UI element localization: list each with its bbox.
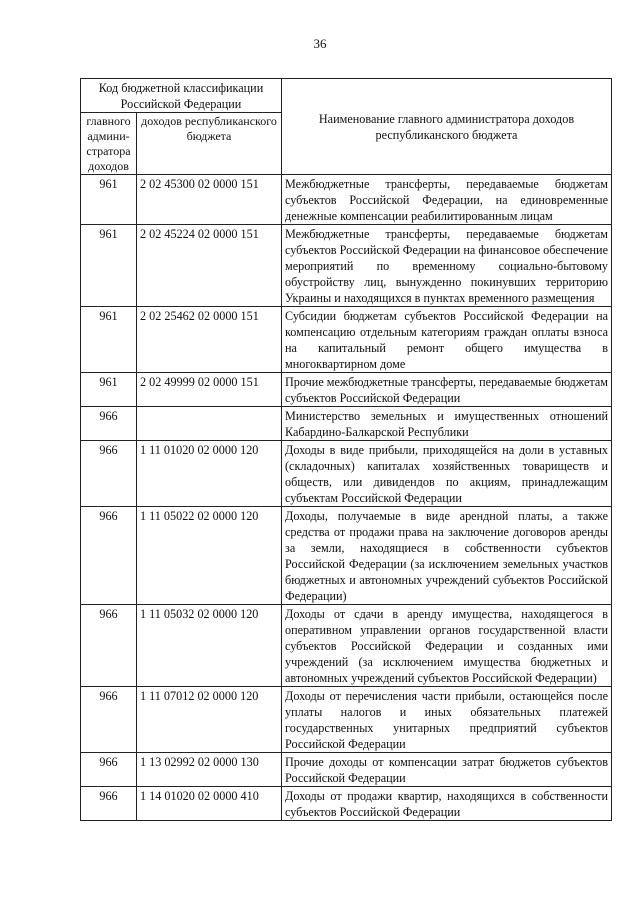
revenue-name: Доходы от перечисления части прибыли, остающейся после уплаты налогов и иных обязательных платежей государственных унитарных предприятий субъектов Российской Федерации	[282, 687, 612, 753]
administrator-code: 961	[81, 373, 137, 407]
revenue-code: 2 02 49999 02 0000 151	[137, 373, 282, 407]
table-row	[81, 605, 612, 687]
revenue-code: 2 02 45224 02 0000 151	[137, 225, 282, 307]
revenue-name: Прочие доходы от компенсации затрат бюджетов субъектов Российской Федерации	[282, 753, 612, 787]
table-row	[81, 753, 612, 787]
table-row	[81, 687, 612, 753]
revenue-code: 1 14 01020 02 0000 410	[137, 787, 282, 821]
administrator-code: 966	[81, 507, 137, 605]
table-header-row	[81, 79, 612, 113]
revenue-code: 1 11 05022 02 0000 120	[137, 507, 282, 605]
revenue-name: Доходы в виде прибыли, приходящейся на доли в уставных (складочных) капиталах хозяйственных товариществ и обществ, или дивидендов по акциям, принадлежащим субъектам Российской Федерации	[282, 441, 612, 507]
header-main-administrator: главного админи-стратора доходов	[81, 113, 137, 175]
revenue-name: Межбюджетные трансферты, передаваемые бюджетам субъектов Российской Федерации на финансовое обеспечение мероприятий по временному социально-бытовому обустройству лиц, вынужденно покинувших территорию Украины и находящихся в пунктах временного размещения	[282, 225, 612, 307]
header-budget-classification: Код бюджетной классификации Российской Федерации	[81, 79, 282, 113]
revenue-name: Субсидии бюджетам субъектов Российской Федерации на компенсацию отдельным категориям граждан оплаты взноса на капитальный ремонт общего имущества в многоквартирном доме	[282, 307, 612, 373]
header-revenue-code: доходов республиканского бюджета	[137, 113, 282, 175]
revenue-code	[137, 407, 282, 441]
revenue-code: 2 02 45300 02 0000 151	[137, 175, 282, 225]
revenue-name: Доходы, получаемые в виде арендной платы, а также средства от продажи права на заключение договоров аренды за земли, находящиеся в собственности субъектов Российской Федерации (за исключением земельных участков бюджетных и автономных учреждений субъектов Российской Федерации)	[282, 507, 612, 605]
page-number: 36	[313, 36, 327, 51]
table-body	[81, 175, 612, 821]
administrator-code: 966	[81, 787, 137, 821]
administrator-code: 966	[81, 407, 137, 441]
administrator-code: 961	[81, 225, 137, 307]
administrator-code: 966	[81, 605, 137, 687]
table-row	[81, 407, 612, 441]
table-row	[81, 307, 612, 373]
revenue-name: Доходы от продажи квартир, находящихся в собственности субъектов Российской Федерации	[282, 787, 612, 821]
revenue-name: Министерство земельных и имущественных отношений Кабардино-Балкарской Республики	[282, 407, 612, 441]
administrator-code: 966	[81, 753, 137, 787]
administrator-code: 966	[81, 441, 137, 507]
revenue-code: 1 13 02992 02 0000 130	[137, 753, 282, 787]
administrator-code: 961	[81, 175, 137, 225]
revenue-code: 1 11 05032 02 0000 120	[137, 605, 282, 687]
revenue-name: Доходы от сдачи в аренду имущества, находящегося в оперативном управлении органов государственной власти субъектов Российской Федерации и созданных ими учреждений (за исключением имущества бюджетных и автономных учреждений субъектов Российской Федерации)	[282, 605, 612, 687]
table-row	[81, 441, 612, 507]
revenue-name: Прочие межбюджетные трансферты, передаваемые бюджетам субъектов Российской Федерации	[282, 373, 612, 407]
revenue-code: 2 02 25462 02 0000 151	[137, 307, 282, 373]
table-row	[81, 175, 612, 225]
budget-classification-table	[80, 78, 612, 821]
table-row	[81, 225, 612, 307]
revenue-name: Межбюджетные трансферты, передаваемые бюджетам субъектов Российской Федерации, на единовременные денежные компенсации реабилитированным лицам	[282, 175, 612, 225]
administrator-code: 961	[81, 307, 137, 373]
revenue-code: 1 11 01020 02 0000 120	[137, 441, 282, 507]
revenue-code: 1 11 07012 02 0000 120	[137, 687, 282, 753]
administrator-code: 966	[81, 687, 137, 753]
table-row	[81, 787, 612, 821]
header-administrator-name: Наименование главного администратора доходов республиканского бюджета	[282, 79, 612, 175]
table-row	[81, 373, 612, 407]
table-row	[81, 507, 612, 605]
